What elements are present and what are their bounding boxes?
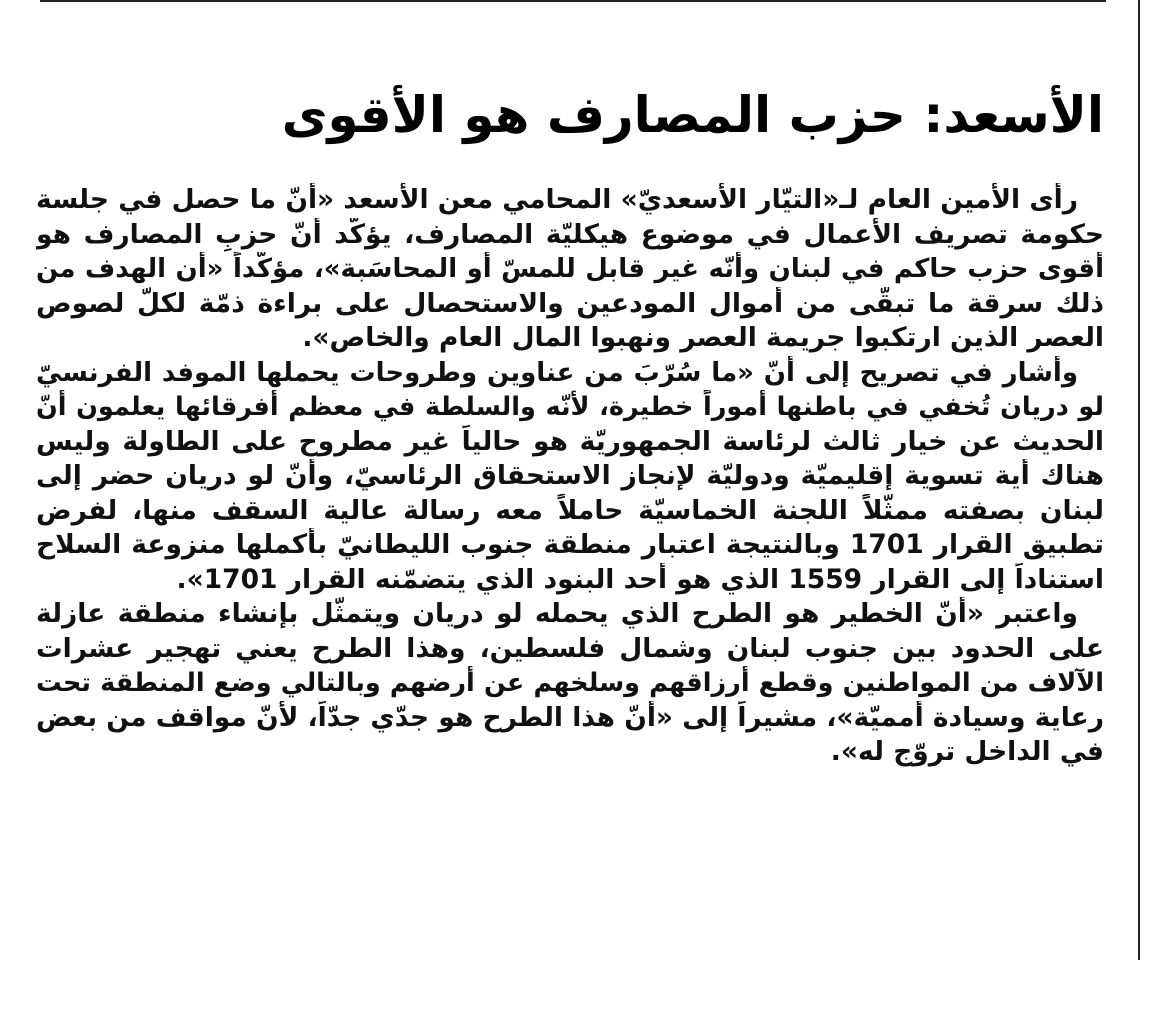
article-paragraph-1 [36, 183, 1104, 356]
text-line: العصر الذين ارتكبوا جريمة العصر ونهبوا المال العام والخاص». [302, 322, 1104, 353]
text-line: تطبيق القرار 1701 وبالنتيجة اعتبار منطقة جنوب الليطانيّ بأكملها منزوعة السلاح [36, 529, 1104, 560]
article-paragraph-3 [36, 597, 1104, 770]
text-line: الآلاف من المواطنين وقطع أرزاقهم وسلخهم عن أرضهم وبالتالي وضع المنطقة تحت [36, 668, 1104, 698]
text-line: استناداً إلى القرار 1559 الذي هو أحد البنود الذي يتضمّنه القرار 1701». [176, 563, 1104, 595]
text-line: حكومة تصريف الأعمال في موضوع هيكليّة المصارف، يؤكّد أنّ حزبِ المصارف هو [36, 218, 1104, 250]
text-line: لبنان بصفته ممثّلاً اللجنة الخماسيّة حاملاً معه رسالة عالية السقف منها، لفرض [36, 494, 1104, 526]
text-line: وأشار في تصريح إلى أنّ «ما سُرّبَ من عناوين وطروحات يحملها الموفد الفرنسيّ [36, 357, 1078, 388]
article-body [36, 183, 1104, 770]
text-line: أقوى حزب حاكم في لبنان وأنّه غير قابل للمسّ أو المحاسَبة»، مؤكّداً «أن الهدف من [36, 254, 1104, 284]
text-line: رعاية وسيادة أمميّة»، مشيراً إلى «أنّ هذا الطرح هو جدّي جدّاً، لأنّ مواقف من بعض [36, 701, 1104, 733]
text-line: في الداخل تروّج له». [830, 736, 1104, 767]
column-divider-rule [1138, 0, 1140, 960]
text-line: ذلك سرقة ما تبقّى من أموال المودعين والاستحصال على براءة ذمّة لكلّ لصوص [36, 287, 1104, 319]
article-headline: الأسعد: حزب المصارف هو الأقوى [281, 86, 1104, 144]
text-line: واعتبر «أنّ الخطير هو الطرح الذي يحمله لو دريان ويتمثّل بإنشاء منطقة عازلة [36, 598, 1078, 629]
text-line: لو دريان تُخفي في باطنها أموراً خطيرة، لأنّه والسلطة في معظم أفرقائها يعلمون أنّ [36, 392, 1104, 422]
text-line: هناك أية تسوية إقليميّة ودوليّة لإنجاز الاستحقاق الرئاسيّ، وأنّ لو دريان حضر إلى [36, 460, 1104, 491]
text-line: الحديث عن خيار ثالث لرئاسة الجمهوريّة هو حالياً غير مطروح على الطاولة وليس [36, 425, 1104, 457]
article-paragraph-2 [36, 356, 1104, 598]
news-article [36, 0, 1104, 1025]
text-line: على الحدود بين جنوب لبنان وشمال فلسطين، وهذا الطرح يعني تهجير عشرات [36, 632, 1104, 664]
text-line: رأى الأمين العام لـ«التيّار الأسعديّ» المحامي معن الأسعد «أنّ ما حصل في جلسة [36, 184, 1078, 215]
